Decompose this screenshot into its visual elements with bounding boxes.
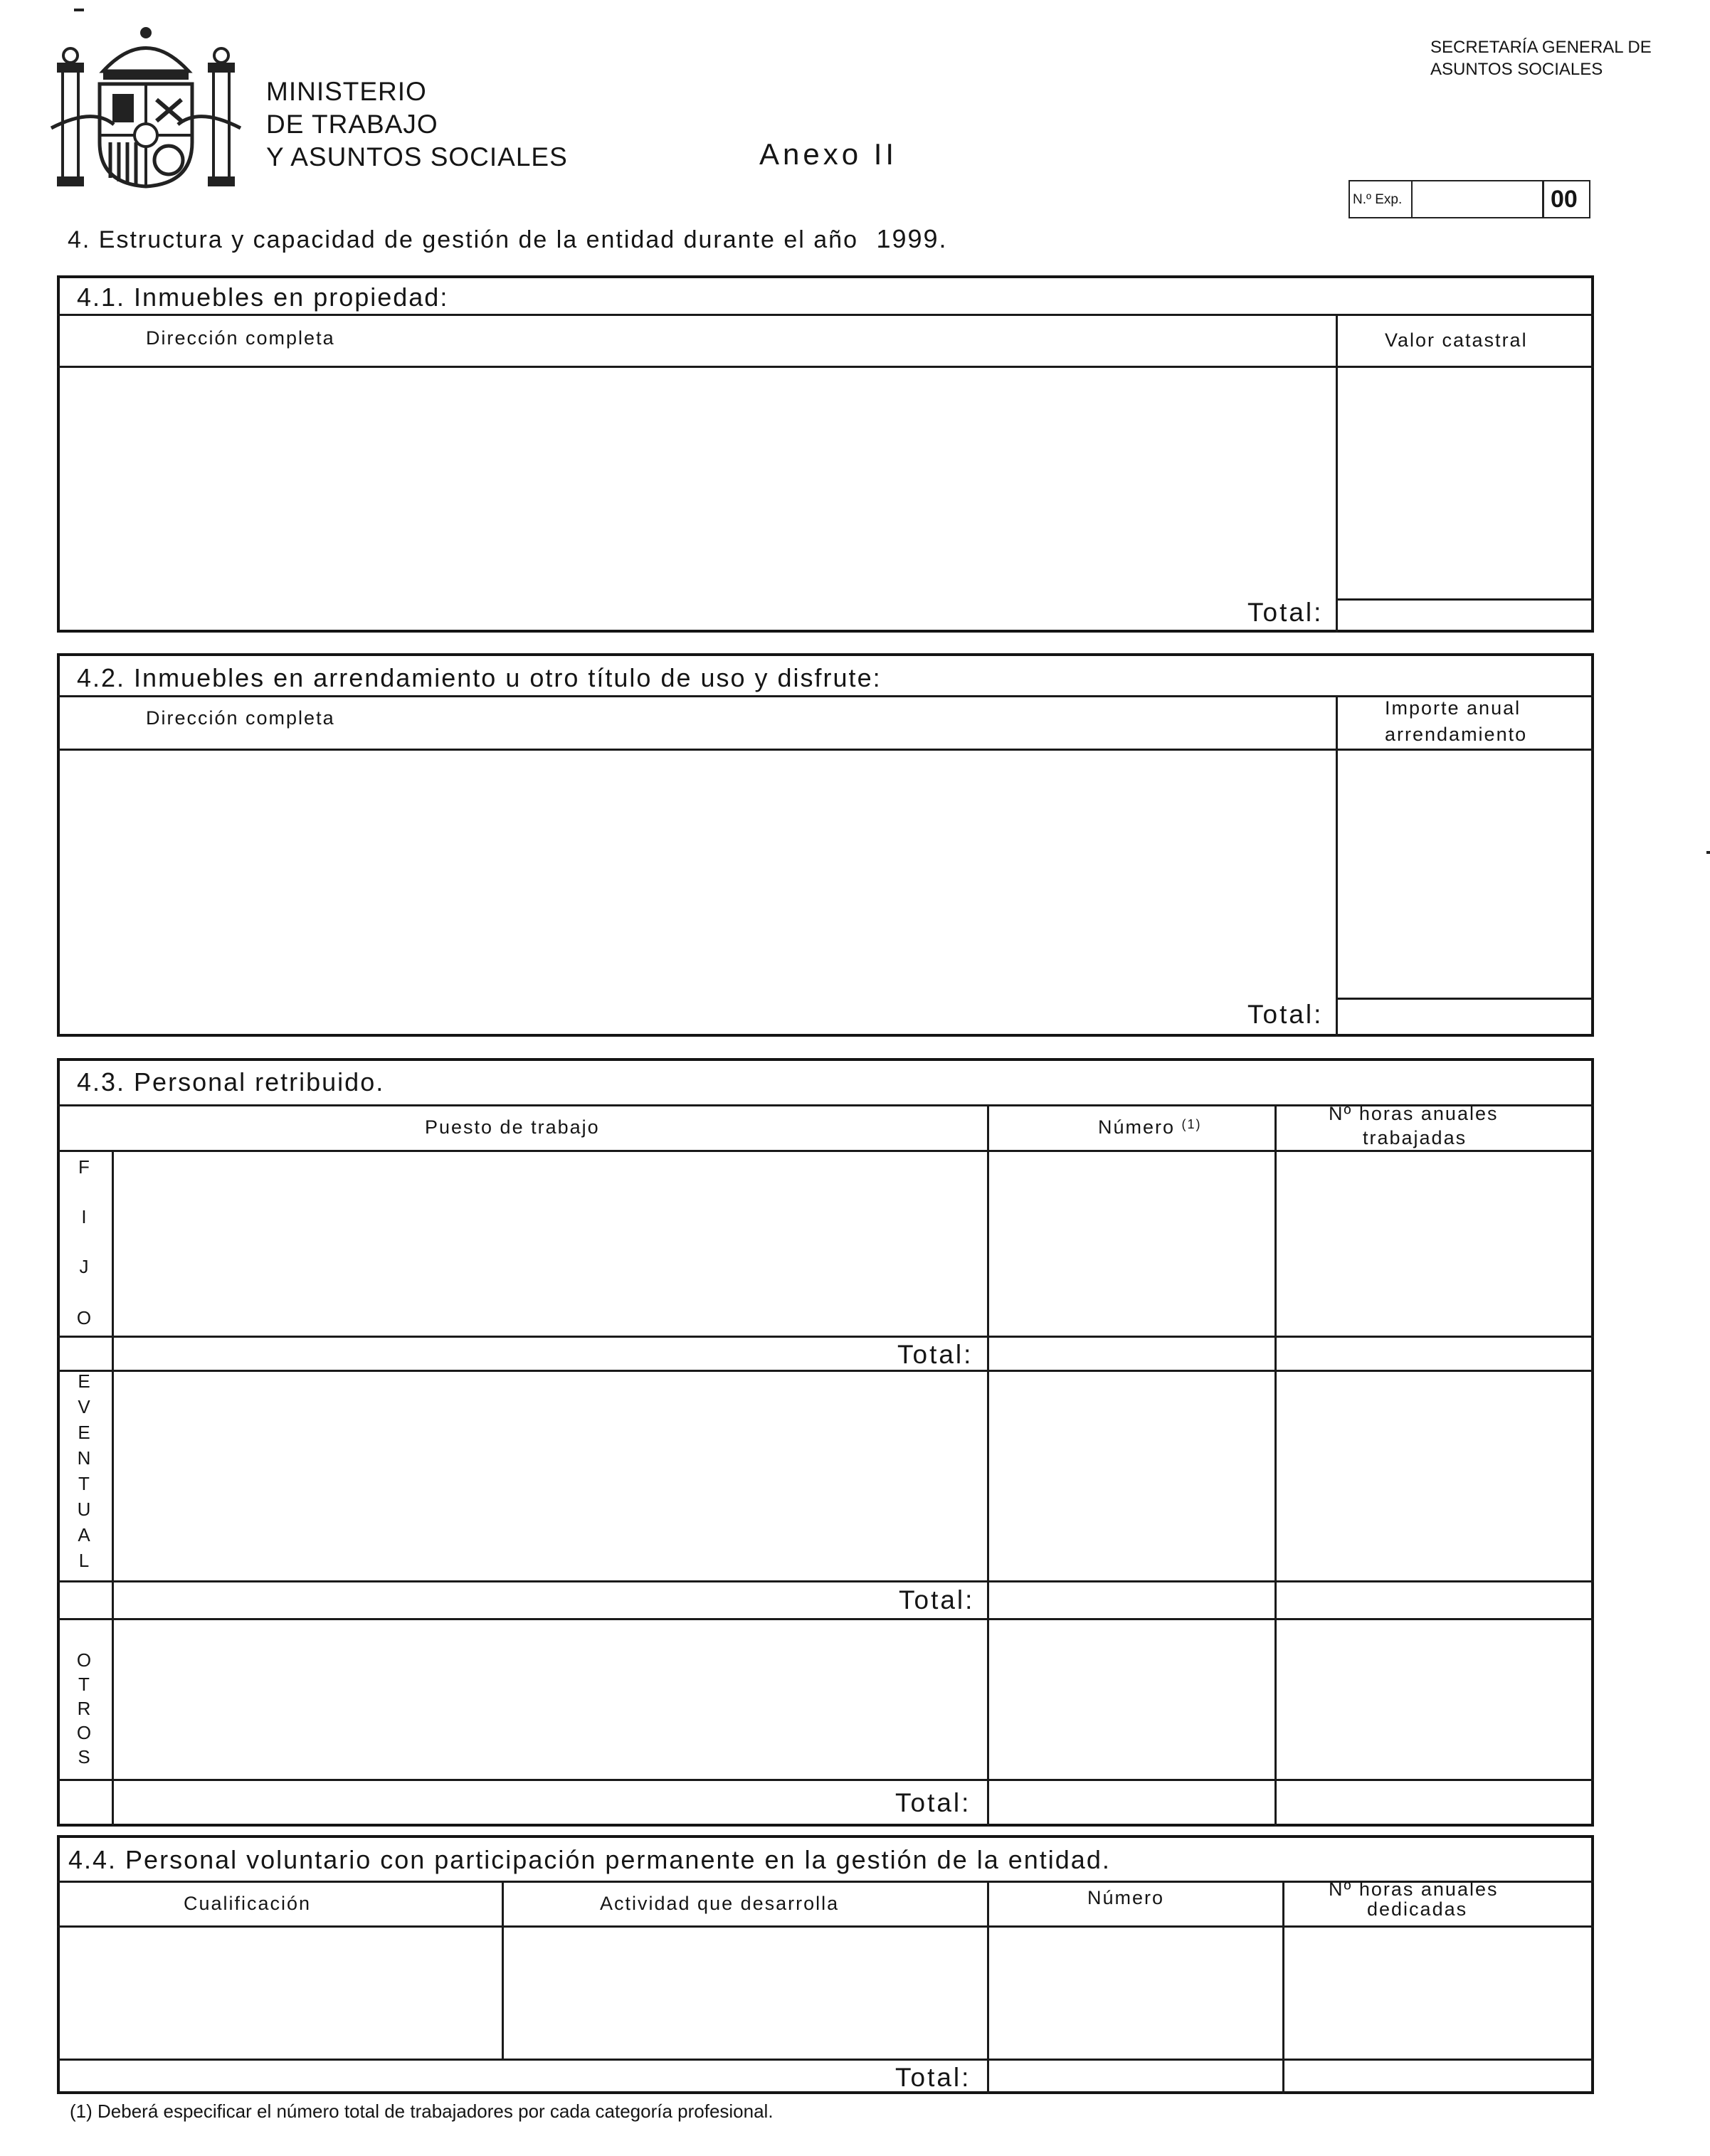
scan-mark [1706, 851, 1710, 854]
group-otros-letter: S [78, 1746, 90, 1767]
divider [1336, 314, 1338, 633]
col-number: Número [1087, 1887, 1165, 1908]
qualification-input-area[interactable] [60, 1928, 500, 2057]
volunteer-number-input-area[interactable] [990, 1928, 1281, 2057]
address-input-area[interactable] [60, 369, 1335, 596]
total-label: Total: [1247, 598, 1324, 627]
total-label: Total: [895, 1788, 971, 1817]
footnote-marker: (1) [1181, 1117, 1202, 1131]
cadastral-value-input-area[interactable] [1339, 369, 1591, 598]
page-title-year: 1999. [876, 224, 948, 253]
group-eventual-letter: E [78, 1370, 90, 1392]
ministry-line-2: DE TRABAJO [266, 110, 438, 139]
col-hours-line-1: Nº horas anuales [1329, 1103, 1499, 1124]
total-value-field[interactable] [1339, 601, 1591, 630]
otros-number-input-area[interactable] [990, 1621, 1273, 1777]
group-fijo-letter: O [76, 1307, 92, 1328]
secretaria-line-2: ASUNTOS SOCIALES [1430, 60, 1603, 79]
col-number [1098, 1118, 1202, 1137]
fijo-job-input-area[interactable] [115, 1153, 986, 1334]
divider [57, 1618, 1594, 1620]
group-eventual-letter: T [78, 1473, 90, 1494]
section-4-1-title: 4.1. Inmuebles en propiedad: [77, 282, 449, 312]
group-eventual-letter: N [77, 1447, 91, 1469]
divider [112, 1150, 114, 1827]
divider [987, 1881, 989, 2094]
group-otros-letter: O [76, 1722, 92, 1743]
section-4-3-title: 4.3. Personal retribuido. [77, 1067, 385, 1097]
col-rent-line-2: arrendamiento [1385, 724, 1528, 745]
divider [57, 314, 1594, 316]
col-hours-line-1: Nº horas anuales [1329, 1878, 1499, 1900]
exp-label: N.º Exp. [1353, 192, 1403, 207]
group-eventual-letter: E [78, 1422, 90, 1443]
eventual-total-hours-field[interactable] [1277, 1583, 1591, 1617]
section-4-2-title: 4.2. Inmuebles en arrendamiento u otro título de uso y disfrute: [77, 663, 882, 692]
exp-value: 00 [1551, 186, 1578, 213]
divider [57, 366, 1594, 368]
divider [57, 1336, 1594, 1338]
section-4-4-title: 4.4. Personal voluntario con participación permanente en la gestión de la entidad. [68, 1845, 1111, 1874]
divider [1336, 998, 1594, 1000]
divider [1336, 598, 1594, 601]
group-fijo-letter: F [78, 1156, 90, 1178]
group-eventual-letter: U [77, 1499, 91, 1520]
col-address: Dirección completa [146, 327, 335, 349]
col-number-label: Número [1098, 1116, 1176, 1138]
secretaria-line-1: SECRETARÍA GENERAL DE [1430, 38, 1652, 57]
total-label: Total: [897, 1340, 973, 1369]
group-eventual-letter: L [78, 1550, 90, 1571]
col-activity: Actividad que desarrolla [600, 1893, 840, 1914]
coat-of-arms-emblem [50, 21, 242, 192]
total-label: Total: [1247, 1000, 1324, 1029]
col-address: Dirección completa [146, 707, 335, 729]
otros-hours-input-area[interactable] [1277, 1621, 1591, 1777]
group-fijo-letter: J [79, 1256, 89, 1277]
total-label: Total: [899, 1585, 975, 1615]
col-qualification: Cualificación [184, 1893, 312, 1914]
col-rent-line-1: Importe anual [1385, 697, 1521, 719]
otros-job-input-area[interactable] [115, 1621, 986, 1777]
page-title [68, 226, 948, 252]
group-otros-letter: O [76, 1649, 92, 1671]
volunteer-hours-input-area[interactable] [1285, 1928, 1591, 2057]
volunteer-total-hours-field[interactable] [1285, 2061, 1591, 2091]
eventual-total-number-field[interactable] [990, 1583, 1273, 1617]
activity-input-area[interactable] [505, 1928, 986, 2057]
otros-total-number-field[interactable] [990, 1782, 1273, 1824]
fijo-hours-input-area[interactable] [1277, 1153, 1591, 1334]
divider [57, 1580, 1594, 1582]
divider [57, 1150, 1594, 1152]
page-title-text: 4. Estructura y capacidad de gestión de la entidad durante el año [68, 226, 859, 253]
divider [57, 695, 1594, 697]
divider [1274, 1104, 1277, 1827]
group-eventual-letter: A [78, 1524, 90, 1545]
annex-title: Anexo II [759, 137, 898, 171]
fijo-number-input-area[interactable] [990, 1153, 1273, 1334]
footnote: (1) Deberá especificar el número total de trabajadores por cada categoría profesional. [70, 2100, 774, 2122]
divider [987, 1104, 989, 1827]
fijo-total-number-field[interactable] [990, 1338, 1273, 1368]
group-eventual-letter: V [78, 1396, 90, 1417]
exp-number-box[interactable] [1349, 180, 1590, 218]
divider [57, 1779, 1594, 1781]
divider [1336, 695, 1338, 1037]
address-input-area[interactable] [60, 751, 1335, 996]
rent-amount-input-area[interactable] [1339, 751, 1591, 996]
col-job-position: Puesto de trabajo [425, 1116, 600, 1138]
group-otros-letter: T [78, 1674, 90, 1695]
divider [1282, 1881, 1284, 2094]
col-hours-line-2: dedicadas [1367, 1898, 1468, 1920]
divider [57, 1370, 1594, 1372]
ministry-line-3: Y ASUNTOS SOCIALES [266, 142, 568, 171]
divider [57, 2059, 1594, 2061]
eventual-job-input-area[interactable] [115, 1373, 986, 1579]
ministry-line-1: MINISTERIO [266, 77, 427, 106]
otros-total-hours-field[interactable] [1277, 1782, 1591, 1824]
col-hours-line-2: trabajadas [1363, 1127, 1467, 1148]
scan-mark [74, 9, 84, 11]
group-fijo-letter: I [81, 1206, 87, 1227]
total-value-field[interactable] [1339, 1000, 1591, 1034]
total-label: Total: [895, 2063, 971, 2092]
divider [502, 1881, 504, 2059]
group-otros-letter: R [77, 1698, 91, 1719]
divider [57, 1925, 1594, 1928]
volunteer-total-number-field[interactable] [990, 2061, 1281, 2091]
eventual-number-input-area[interactable] [990, 1373, 1273, 1579]
eventual-hours-input-area[interactable] [1277, 1373, 1591, 1579]
divider [57, 749, 1594, 751]
fijo-total-hours-field[interactable] [1277, 1338, 1591, 1368]
col-cadastral-value: Valor catastral [1385, 329, 1528, 351]
